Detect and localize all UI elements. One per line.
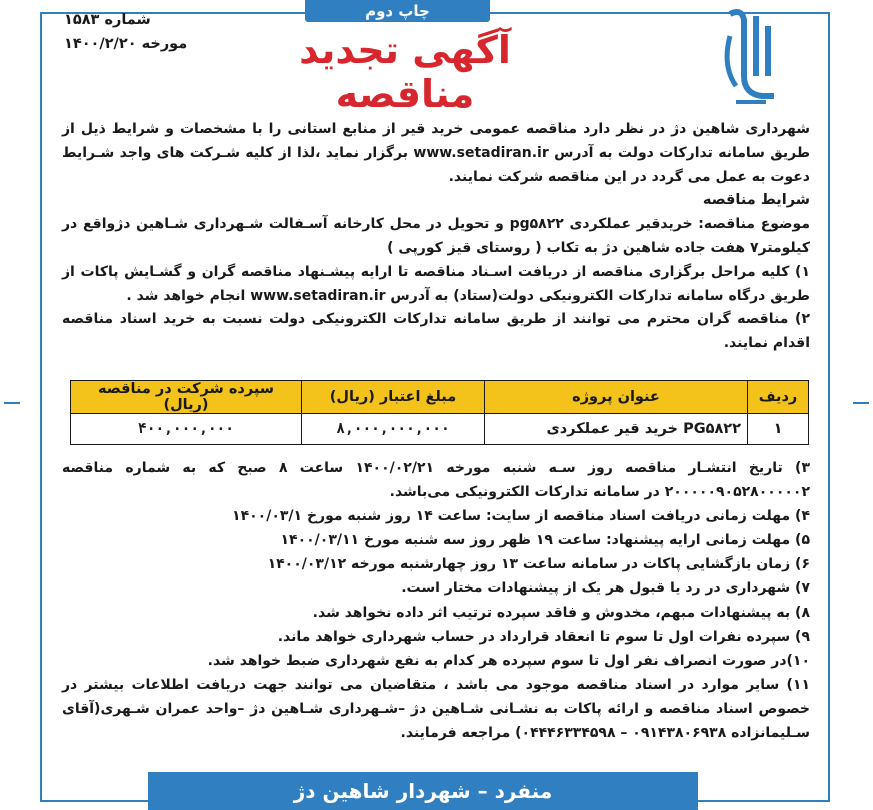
col-project-header: عنوان پروژه	[485, 381, 748, 414]
ad-title: آگهی تجدید مناقصه	[299, 28, 511, 116]
municipality-logo	[722, 6, 780, 106]
col-budget-header: مبلغ اعتبار (ریال)	[302, 381, 485, 414]
col-deposit-header: سپرده شرکت در مناقصه (ریال)	[71, 381, 302, 414]
ad-body	[62, 118, 810, 356]
issue-date: مورخه ۱۴۰۰/۲/۲۰	[64, 36, 188, 52]
tender-table	[70, 380, 809, 445]
clause-5: ۵) مهلت زمانی ارایه پیشنهاد: ساعت ۱۹ ظهر روز سه شنبه مورخ ۱۴۰۰/۰۳/۱۱	[280, 532, 810, 549]
clause-2: ۲) مناقصه گران محترم می توانند از طریق سامانه تدارکات الکترونیکی دولت نسبت به خرید اسناد مناقصه اقدام نمایند.	[62, 311, 810, 352]
table-row	[71, 414, 809, 445]
clauses-list	[62, 456, 810, 745]
clause-4: ۴) مهلت زمانی دریافت اسناد مناقصه از سایت: ساعت ۱۴ روز شنبه مورخ ۱۴۰۰/۰۳/۱	[232, 508, 810, 525]
conditions-heading: شرایط مناقصه	[702, 192, 810, 209]
clause-7: ۷) شهرداری در رد یا قبول هر یک از پیشنهادات مختار است.	[401, 580, 810, 597]
issue-number: شماره ۱۵۸۳	[64, 12, 151, 28]
col-row-header: ردیف	[748, 381, 809, 414]
cell-project-title: PG۵۸۲۲ خرید قیر عملکردی	[485, 414, 748, 445]
clause-6: ۶) زمان بازگشایی پاکات در سامانه ساعت ۱۳ روز چهارشنبه مورخه ۱۴۰۰/۰۳/۱۲	[267, 556, 810, 573]
clause-11: ۱۱) سایر موارد در اسناد مناقصه موجود می باشد ، متقاضیان می توانند جهت دریافت اطلاعات بیشتر در خصوص اسناد مناقصه و ارائه پاکات به نشـانی شـاهین دژ –شـهرداری شـاهین دژ –واحد عمران شـهری(آقای سـلیمانزاده ۰۹۱۴۳۸۰۶۹۳۸ – ۰۴۴۴۶۳۳۴۵۹۸) مراجعه فرمایند.	[62, 676, 810, 742]
cell-deposit: ۴۰۰,۰۰۰,۰۰۰	[71, 414, 302, 445]
cell-budget: ۸,۰۰۰,۰۰۰,۰۰۰	[302, 414, 485, 445]
frame-tick-left	[4, 402, 20, 404]
clause-3: ۳) تاریخ انتشـار مناقصه روز سـه شنبه مورخه ۱۴۰۰/۰۲/۲۱ ساعت ۸ صبح که به شماره مناقصه ۲۰۰۰۰۰۹۰۵۲۸۰۰۰۰۰۲ در سامانه تدارکات الکترونیکی می‌باشد.	[62, 460, 810, 501]
signature-footer: منفرد – شهردار شاهین دژ	[148, 772, 698, 810]
issue-info	[64, 8, 214, 56]
intro-paragraph: شهرداری شاهین دژ در نظر دارد مناقصه عمومی خرید قیر از منابع استانی را با مشخصات و شرایط ذیل از طریق سامانه تدارکات دولت به آدرس www.setadiran.ir برگزار نماید ،لذا از کلیه شـرکت های واجد شـرایط دعوت به عمل می گردد در این مناقصه شرکت نمایند.	[62, 121, 811, 185]
edition-badge: چاپ دوم	[305, 0, 490, 22]
clause-9: ۹) سپرده نفرات اول تا سوم تا انعقاد قرارداد در حساب شهرداری خواهد ماند.	[277, 628, 810, 645]
clause-8: ۸) به پیشنهادات مبهم، مخدوش و فاقد سپرده ترتیب اثر داده نخواهد شد.	[312, 604, 810, 621]
clause-10: ۱۰)در صورت انصراف نفر اول تا سوم سپرده هر کدام به نفع شهرداری ضبط خواهد شد.	[207, 652, 810, 669]
clause-1: ۱) کلیه مراحل برگزاری مناقصه از دریافت اسـناد مناقصه تا ارایه پیشـنهاد مناقصه گران و گشـایش پاکات از طریق درگاه سامانه تدارکات الکترونیکی دولت(ستاد) به آدرس www.setadiran.ir انجام خواهد شد .	[62, 263, 810, 304]
subject-paragraph: موضوع مناقصه: خریدقیر عملکردی pg۵۸۲۲ و تحویل در محل کارخانه آسـفالت شـهرداری شـاهین دژواقع در کیلومتر۷ هفت جاده شاهین دژ به تکاب ( روستای قیز کورپی )	[62, 216, 811, 256]
table-header-row	[71, 381, 809, 414]
cell-row-number: ۱	[748, 414, 809, 445]
frame-tick-right	[853, 402, 869, 404]
